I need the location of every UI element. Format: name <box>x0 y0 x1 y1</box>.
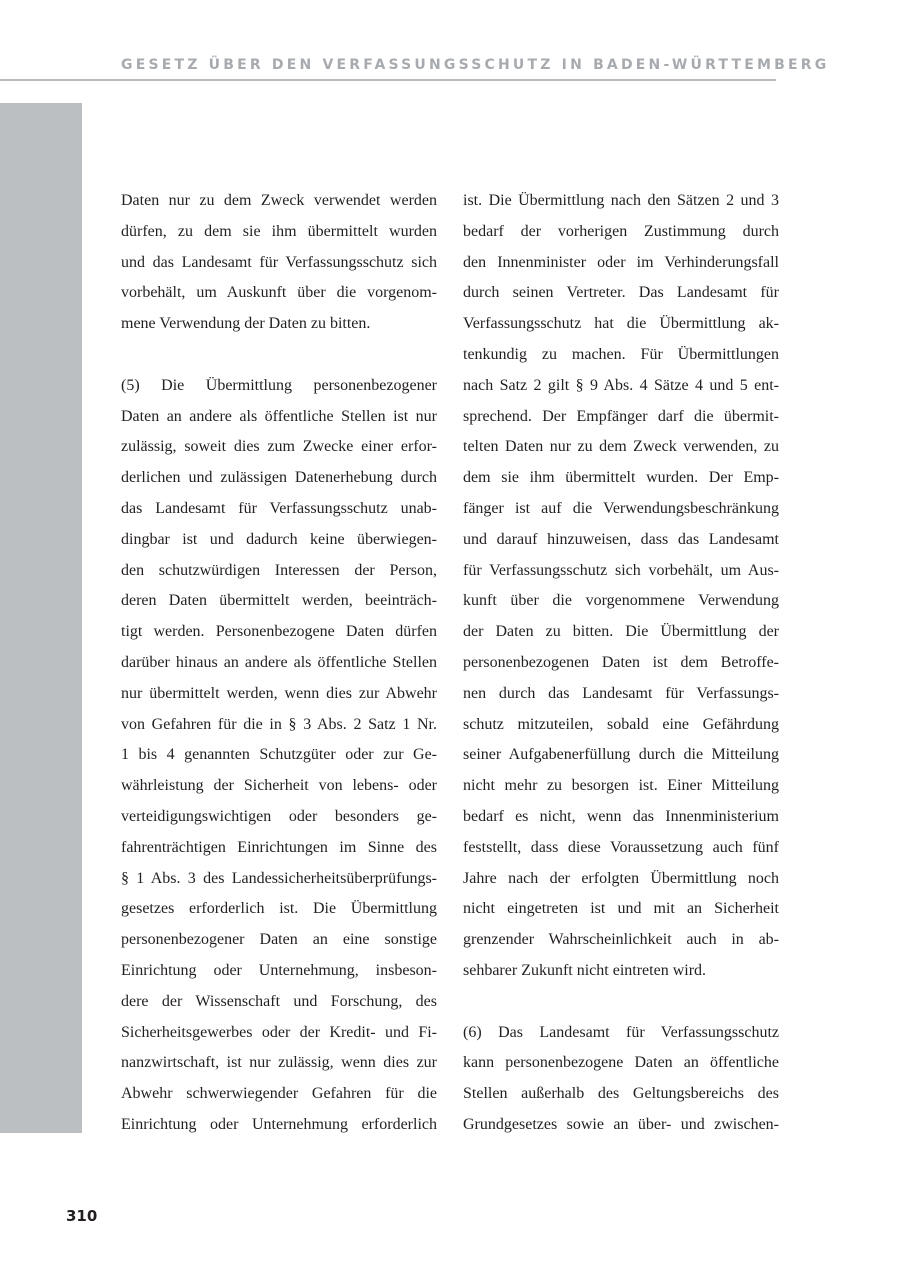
text-line: Abwehr schwerwiegender Gefahren für die <box>121 1085 437 1103</box>
text-line: personenbezogener Daten an eine sonstige <box>121 931 437 949</box>
page-number: 310 <box>66 1207 98 1225</box>
text-line: kann personenbezogene Daten an öffentliche <box>463 1054 779 1072</box>
text-line: darüber hinaus an andere als öffentliche Stellen <box>121 653 437 671</box>
text-line: vorbehält, um Auskunft über die vorgenom- <box>121 284 437 302</box>
text-line: nen durch das Landesamt für Verfassungs- <box>463 684 779 702</box>
text-line: verteidigungswichtigen oder besonders ge- <box>121 807 437 825</box>
running-header-title: GESETZ ÜBER DEN VERFASSUNGSSCHUTZ IN BADEN-WÜRTTEMBERG <box>121 57 830 73</box>
text-line: das Landesamt für Verfassungsschutz unab- <box>121 499 437 517</box>
text-line: gesetzes erforderlich ist. Die Übermittlung <box>121 900 437 918</box>
text-line: nicht mehr zu besorgen ist. Einer Mitteilung <box>463 777 779 795</box>
text-line: seiner Aufgabenerfüllung durch die Mitteilung <box>463 746 779 764</box>
text-line: und darauf hinzuweisen, dass das Landesamt <box>463 530 779 548</box>
text-line: (6) Das Landesamt für Verfassungsschutz <box>463 1023 779 1041</box>
text-line: mene Verwendung der Daten zu bitten. <box>121 315 371 333</box>
text-line: Einrichtung oder Unternehmung erforderlich <box>121 1115 437 1133</box>
text-line: (5) Die Übermittlung personenbezogener <box>121 376 437 394</box>
text-line: Jahre nach der erfolgten Übermittlung noch <box>463 869 779 887</box>
text-line: nur übermittelt werden, wenn dies zur Abwehr <box>121 684 437 702</box>
text-line: den schutzwürdigen Interessen der Person, <box>121 561 437 579</box>
text-line: bedarf es nicht, wenn das Innenministerium <box>463 807 779 825</box>
text-line: deren Daten übermittelt werden, beeinträch- <box>121 592 437 610</box>
side-margin-bar <box>0 103 82 1133</box>
text-line: ist. Die Übermittlung nach den Sätzen 2 und 3 <box>463 192 779 209</box>
text-line: nach Satz 2 gilt § 9 Abs. 4 Sätze 4 und 5 ent- <box>463 376 779 394</box>
text-line: grenzender Wahrscheinlichkeit auch in ab- <box>463 931 779 949</box>
text-line: der Daten zu bitten. Die Übermittlung der <box>463 623 779 641</box>
text-line: von Gefahren für die in § 3 Abs. 2 Satz 1 Nr. <box>121 715 437 733</box>
text-line: nanzwirtschaft, ist nur zulässig, wenn dies zur <box>121 1054 437 1072</box>
text-line: dem sie ihm übermittelt wurden. Der Emp- <box>463 469 779 487</box>
text-line: schutz mitzuteilen, sobald eine Gefährdung <box>463 715 779 733</box>
text-line: Stellen außerhalb des Geltungsbereichs des <box>463 1085 779 1103</box>
text-column-left <box>121 186 437 1141</box>
text-line: derlichen und zulässigen Datenerhebung durch <box>121 469 437 487</box>
paragraph-gap <box>463 987 779 1018</box>
text-line: Daten nur zu dem Zweck verwendet werden <box>121 192 437 209</box>
text-line: zulässig, soweit dies zum Zwecke einer erfor- <box>121 438 437 456</box>
text-line: den Innenminister oder im Verhinderungsfall <box>463 253 779 271</box>
text-line: Verfassungsschutz hat die Übermittlung ak- <box>463 315 779 333</box>
text-line: fänger ist auf die Verwendungsbeschränkung <box>463 499 779 517</box>
text-line: durch seinen Vertreter. Das Landesamt für <box>463 284 779 302</box>
text-line: Einrichtung oder Unternehmung, insbeson- <box>121 961 437 979</box>
text-line: sehbarer Zukunft nicht eintreten wird. <box>463 961 707 979</box>
text-line: Daten an andere als öffentliche Stellen ist nur <box>121 407 437 425</box>
text-line: § 1 Abs. 3 des Landessicherheitsüberprüfungs- <box>121 869 437 887</box>
text-line: fahrenträchtigen Einrichtungen im Sinne des <box>121 838 437 856</box>
text-line: sprechend. Der Empfänger darf die übermit- <box>463 407 779 425</box>
text-line: Grundgesetzes sowie an über- und zwischen- <box>463 1115 779 1133</box>
text-line: telten Daten nur zu dem Zweck verwenden, zu <box>463 438 779 456</box>
text-column-right <box>463 186 779 1141</box>
text-line: tigt werden. Personenbezogene Daten dürfen <box>121 623 437 641</box>
text-line: und das Landesamt für Verfassungsschutz sich <box>121 253 437 271</box>
text-line: 1 bis 4 genannten Schutzgüter oder zur Ge- <box>121 746 437 764</box>
text-line: bedarf der vorherigen Zustimmung durch <box>463 222 779 240</box>
text-line: personenbezogenen Daten ist dem Betroffe- <box>463 653 779 671</box>
running-header <box>0 57 830 81</box>
text-line: tenkundig zu machen. Für Übermittlungen <box>463 345 779 363</box>
text-line: feststellt, dass diese Voraussetzung auch fünf <box>463 838 779 856</box>
text-line: kunft über die vorgenommene Verwendung <box>463 592 779 610</box>
paragraph-gap <box>121 340 437 371</box>
text-line: dingbar ist und dadurch keine überwiegen- <box>121 530 437 548</box>
text-line: dürfen, zu dem sie ihm übermittelt wurden <box>121 222 437 240</box>
text-line: für Verfassungsschutz sich vorbehält, um Aus- <box>463 561 779 579</box>
text-line: nicht eingetreten ist und mit an Sicherheit <box>463 900 779 918</box>
text-line: währleistung der Sicherheit von lebens- oder <box>121 777 437 795</box>
text-line: dere der Wissenschaft und Forschung, des <box>121 992 437 1010</box>
text-line: Sicherheitsgewerbes oder der Kredit- und Fi- <box>121 1023 437 1041</box>
